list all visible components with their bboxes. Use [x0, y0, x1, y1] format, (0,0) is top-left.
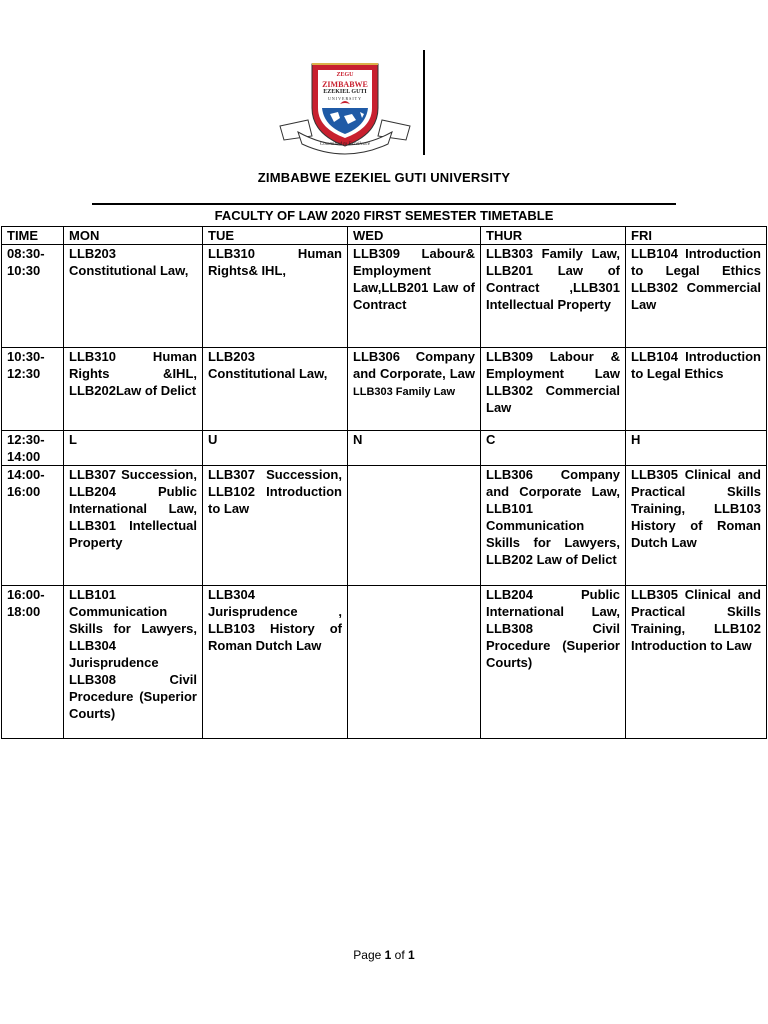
logo-abbr: ZEGU	[336, 72, 354, 78]
tue-cell: LLB304 Jurisprudence , LLB103 History of Roman Dutch Law	[203, 586, 348, 739]
logo-motto: Committed to Excellence	[320, 142, 370, 147]
header-wed: WED	[348, 227, 481, 245]
time-cell: 10:30-12:30	[2, 348, 64, 431]
title-rule	[92, 203, 676, 205]
footer-prefix: Page	[353, 948, 382, 962]
mon-cell: LLB101 Communication Skills for Lawyers, LLB304 Jurisprudence LLB308 Civil Procedure (Superior Courts)	[64, 586, 203, 739]
tue-cell: LLB307 Succession, LLB102 Introduction to Law	[203, 466, 348, 586]
mon-cell: LLB203 Constitutional Law,	[64, 245, 203, 348]
wed-cell: LLB309 Labour& Employment Law,LLB201 Law of Contract	[348, 245, 481, 348]
page-footer	[0, 948, 768, 962]
header-thur: THUR	[481, 227, 626, 245]
mon-cell: L	[64, 431, 203, 466]
time-cell: 14:00-16:00	[2, 466, 64, 586]
table-row	[2, 466, 767, 586]
thur-cell: LLB204 Public International Law, LLB308 Civil Procedure (Superior Courts)	[481, 586, 626, 739]
logo-line-1: ZIMBABWE	[322, 80, 368, 89]
wed-cell-small: LLB303 Family Law	[353, 386, 456, 398]
thur-cell: LLB306 Company and Corporate Law, LLB101 Communication Skills for Lawyers, LLB202 Law of Delict	[481, 466, 626, 586]
header-fri: FRI	[626, 227, 767, 245]
university-name: ZIMBABWE EZEKIEL GUTI UNIVERSITY	[257, 170, 511, 185]
fri-cell: LLB104 Introduction to Legal Ethics	[626, 348, 767, 431]
logo-line-2: EZEKIEL GUTI	[323, 89, 367, 95]
time-cell: 12:30-14:00	[2, 431, 64, 466]
thur-cell: C	[481, 431, 626, 466]
time-cell: 08:30-10:30	[2, 245, 64, 348]
table-row	[2, 586, 767, 739]
header-time: TIME	[2, 227, 64, 245]
table-row	[2, 245, 767, 348]
table-header-row	[2, 227, 767, 245]
fri-cell: H	[626, 431, 767, 466]
table-row	[2, 348, 767, 431]
thur-cell: LLB309 Labour & Employment Law LLB302 Commercial Law	[481, 348, 626, 431]
wed-cell-main: LLB306 Company and Corporate, Law	[353, 349, 475, 381]
footer-page-total: 1	[408, 948, 415, 962]
time-cell: 16:00-18:00	[2, 586, 64, 739]
mon-cell: LLB307 Succession, LLB204 Public International Law, LLB301 Intellectual Property	[64, 466, 203, 586]
footer-page-number: 1	[384, 948, 392, 962]
thur-cell: LLB303 Family Law, LLB201 Law of Contract ,LLB301 Intellectual Property	[481, 245, 626, 348]
fri-cell: LLB305 Clinical and Practical Skills Training, LLB103 History of Roman Dutch Law	[626, 466, 767, 586]
logo-divider	[423, 50, 425, 155]
footer-of: of	[394, 948, 405, 962]
tue-cell: U	[203, 431, 348, 466]
tue-cell: LLB310 Human Rights& IHL,	[203, 245, 348, 348]
fri-cell: LLB104 Introduction to Legal Ethics LLB302 Commercial Law	[626, 245, 767, 348]
fri-cell: LLB305 Clinical and Practical Skills Training, LLB102 Introduction to Law	[626, 586, 767, 739]
wed-cell: N	[348, 431, 481, 466]
university-logo	[278, 60, 412, 160]
header-tue: TUE	[203, 227, 348, 245]
logo-line-3: UNIVERSITY	[328, 96, 362, 101]
wed-cell	[348, 348, 481, 431]
header-mon: MON	[64, 227, 203, 245]
tue-cell: LLB203 Constitutional Law,	[203, 348, 348, 431]
wed-cell	[348, 466, 481, 586]
mon-cell: LLB310 Human Rights &IHL, LLB202Law of Delict	[64, 348, 203, 431]
timetable-title: FACULTY OF LAW 2020 FIRST SEMESTER TIMETABLE	[214, 208, 554, 223]
wed-cell	[348, 586, 481, 739]
table-row	[2, 431, 767, 466]
timetable	[1, 226, 767, 739]
